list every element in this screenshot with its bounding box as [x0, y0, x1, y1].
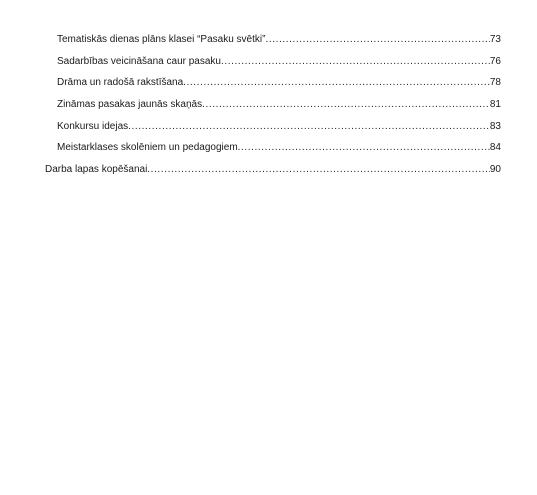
toc-page-number: 76 — [489, 56, 501, 67]
toc-dot-leader — [221, 55, 490, 69]
toc-page-number: 78 — [489, 77, 501, 88]
toc-page-number: 83 — [489, 121, 501, 132]
toc-entry-title: Konkursu idejas — [57, 121, 129, 132]
toc-dot-leader — [265, 33, 489, 47]
toc-entry-title: Darba lapas kopēšanai — [45, 164, 148, 175]
toc-entry[interactable] — [57, 33, 501, 47]
toc-page-number: 84 — [489, 142, 501, 153]
toc-dot-leader — [183, 76, 490, 90]
toc-entry[interactable] — [57, 141, 501, 155]
toc-entry[interactable] — [57, 120, 501, 134]
toc-dot-leader — [128, 120, 490, 134]
toc-entry[interactable] — [57, 98, 501, 112]
toc-entry-title: Zināmas pasakas jaunās skaņās — [57, 99, 203, 110]
toc-page-number: 81 — [489, 99, 501, 110]
toc-entry-title: Tematiskās dienas plāns klasei “Pasaku svētki” — [57, 34, 266, 45]
toc-entry[interactable] — [45, 163, 501, 177]
toc-dot-leader — [238, 141, 490, 155]
toc-dot-leader — [202, 98, 490, 112]
toc-entry-title: Sadarbības veicināšana caur pasaku — [57, 56, 221, 67]
toc-page-number: 90 — [489, 164, 501, 175]
toc-entry[interactable] — [57, 76, 501, 90]
toc-entry-title: Drāma un radošā rakstīšana — [57, 77, 184, 88]
toc-entry-title: Meistarklases skolēniem un pedagogiem — [57, 142, 238, 153]
toc-entry[interactable] — [57, 55, 501, 69]
toc-page-number: 73 — [489, 34, 501, 45]
toc-dot-leader — [147, 163, 490, 177]
